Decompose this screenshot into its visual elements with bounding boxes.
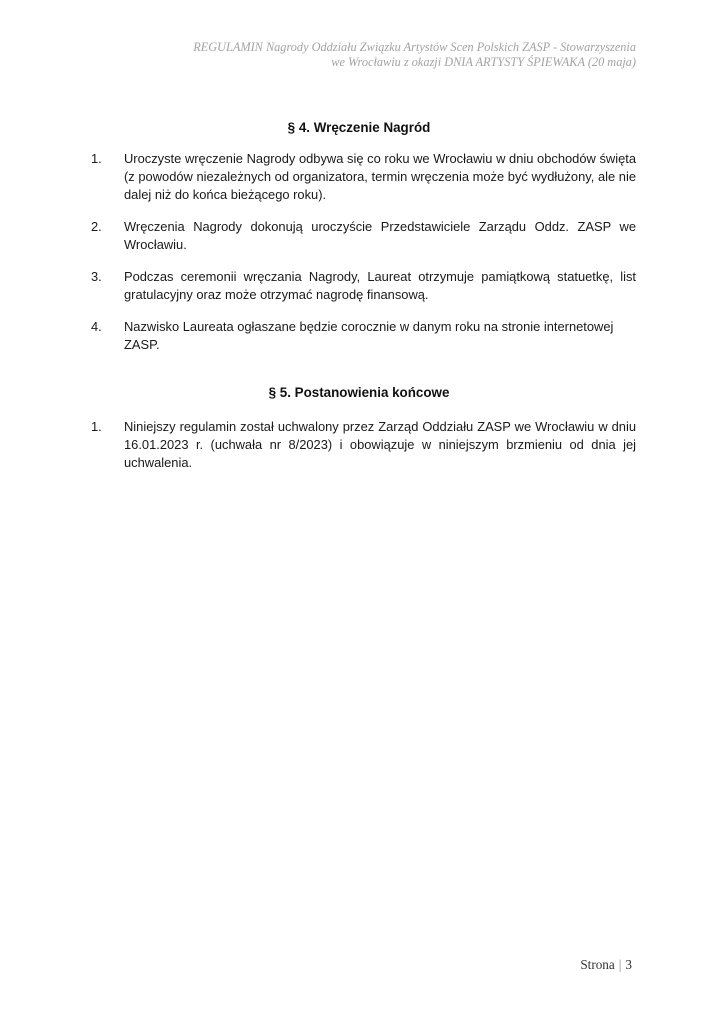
item-text: Uroczyste wręczenie Nagrody odbywa się co roku we Wrocławiu w dniu obchodów święta (z powodów niezależnych od organizatora, termin wręczenia może być wydłużony, ale nie dalej niż do końca bieżącego roku).	[124, 151, 636, 202]
section-4-item-1	[91, 150, 636, 204]
section-4-item-3	[91, 268, 636, 304]
section-5-heading: § 5. Postanowienia końcowe	[268, 385, 450, 400]
page-footer	[580, 957, 632, 973]
page-header	[76, 40, 636, 69]
item-number: 3.	[91, 269, 102, 284]
item-number: 1.	[91, 151, 102, 166]
item-text: Niniejszy regulamin został uchwalony przez Zarząd Oddziału ZASP we Wrocławiu w dniu 16.01.2023 r. (uchwała nr 8/2023) i obowiązuje w niniejszym brzmieniu od dnia jej uchwalenia.	[124, 419, 636, 470]
section-4-item-2	[91, 218, 636, 254]
page-label: Strona	[580, 957, 615, 972]
page-separator: |	[618, 957, 622, 972]
item-text: Wręczenia Nagrody dokonują uroczyście Przedstawiciele Zarządu Oddz. ZASP we Wrocławiu.	[124, 219, 636, 252]
section-4-item-4	[91, 318, 636, 354]
item-text: Podczas ceremonii wręczania Nagrody, Laureat otrzymuje pamiątkową statuetkę, list gratulacyjny oraz może otrzymać nagrodę finansową.	[124, 269, 636, 302]
item-text: Nazwisko Laureata ogłaszane będzie corocznie w danym roku na stronie internetowej ZASP.	[124, 319, 614, 352]
page-number: 3	[625, 957, 632, 972]
item-number: 2.	[91, 219, 102, 234]
header-line-2: we Wrocławiu z okazji DNIA ARTYSTY ŚPIEWAKA (20 maja)	[331, 54, 636, 69]
item-number: 1.	[91, 419, 102, 434]
header-line-1: REGULAMIN Nagrody Oddziału Związku Artystów Scen Polskich ZASP - Stowarzyszenia	[193, 40, 636, 54]
item-number: 4.	[91, 319, 102, 334]
section-5-item-1	[91, 418, 636, 472]
section-4-heading: § 4. Wręczenie Nagród	[287, 120, 431, 135]
